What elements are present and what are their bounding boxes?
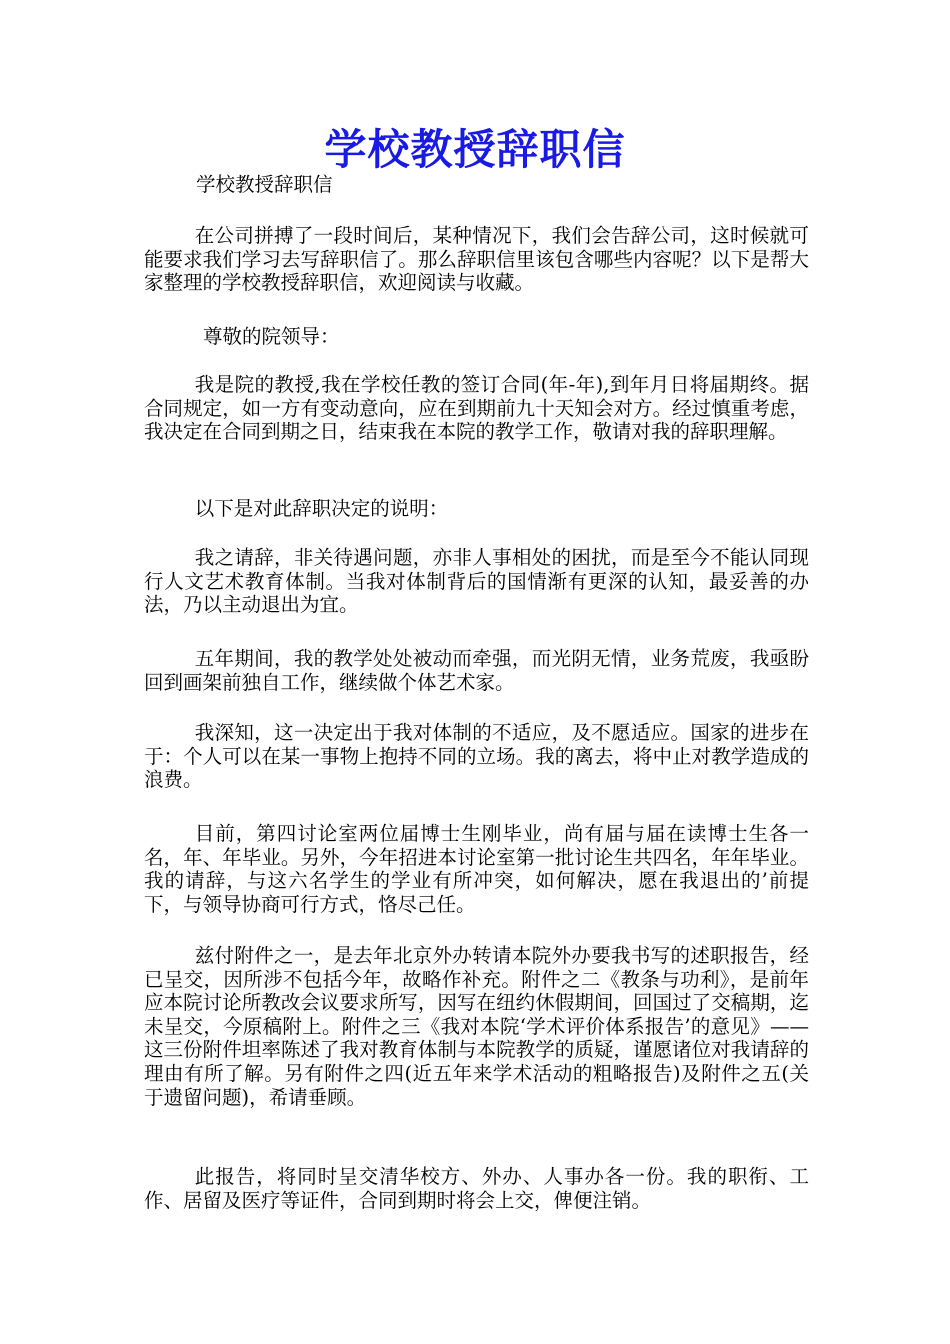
paragraph-students: 目前，第四讨论室两位届博士生刚毕业，尚有届与届在读博士生各一名，年、年毕业。另外，今年招进本讨论室第一批讨论生共四名，年年毕业。我的请辞，与这六名学生的学业有所冲突，如何解决，愿在我退出的’前提下，与领导协商可行方式，恪尽己任。 xyxy=(144,822,809,916)
paragraph-five-years: 五年期间，我的教学处处被动而牵强，而光阴无情，业务荒废，我亟盼回到画架前独自工作，继续做个体艺术家。 xyxy=(144,647,809,694)
document-subtitle: 学校教授辞职信 xyxy=(196,173,333,196)
paragraph-understanding: 我深知，这一决定出于我对体制的不适应，及不愿适应。国家的进步在于：个人可以在某一事物上抱持不同的立场。我的离去，将中止对教学造成的浪费。 xyxy=(144,721,809,792)
paragraph-attachments: 兹付附件之一，是去年北京外办转请本院外办要我书写的述职报告，经已呈交，因所涉不包括今年，故略作补充。附件之二《教条与功利》，是前年应本院讨论所教改会议要求所写，因写在纽约休假期间，回国过了交稿期，迄未呈交，今原稿附上。附件之三《我对本院‘学术评价体系报告’的意见》——这三份附件坦率陈述了我对教育体制与本院教学的质疑，谨愿诸位对我请辞的理由有所了解。另有附件之四(近五年来学术活动的粗略报告)及附件之五(关于遗留问题)，希请垂顾。 xyxy=(144,944,809,1109)
paragraph-reason: 我之请辞，非关待遇问题，亦非人事相处的困扰，而是至今不能认同现行人文艺术教育体制。当我对体制背后的国情渐有更深的认知，最妥善的办法，乃以主动退出为宜。 xyxy=(144,546,809,617)
paragraph-resignation: 我是院的教授,我在学校任教的签订合同(年-年),到年月日将届期终。据合同规定，如一方有变动意向，应在到期前九十天知会对方。经过慎重考虑，我决定在合同到期之日，结束我在本院的教学工作，敬请对我的辞职理解。 xyxy=(144,373,809,444)
paragraph-explanation-heading: 以下是对此辞职决定的说明： xyxy=(194,497,449,520)
salutation: 尊敬的院领导： xyxy=(203,325,340,348)
document-title: 学校教授辞职信 xyxy=(324,125,626,174)
paragraph-report: 此报告，将同时呈交清华校方、外办、人事办各一份。我的职衔、工作、居留及医疗等证件，合同到期时将会上交，俾便注销。 xyxy=(144,1165,809,1212)
paragraph-intro: 在公司拼搏了一段时间后，某种情况下，我们会告辞公司，这时候就可能要求我们学习去写辞职信了。那么辞职信里该包含哪些内容呢？以下是帮大家整理的学校教授辞职信，欢迎阅读与收藏。 xyxy=(144,224,809,295)
